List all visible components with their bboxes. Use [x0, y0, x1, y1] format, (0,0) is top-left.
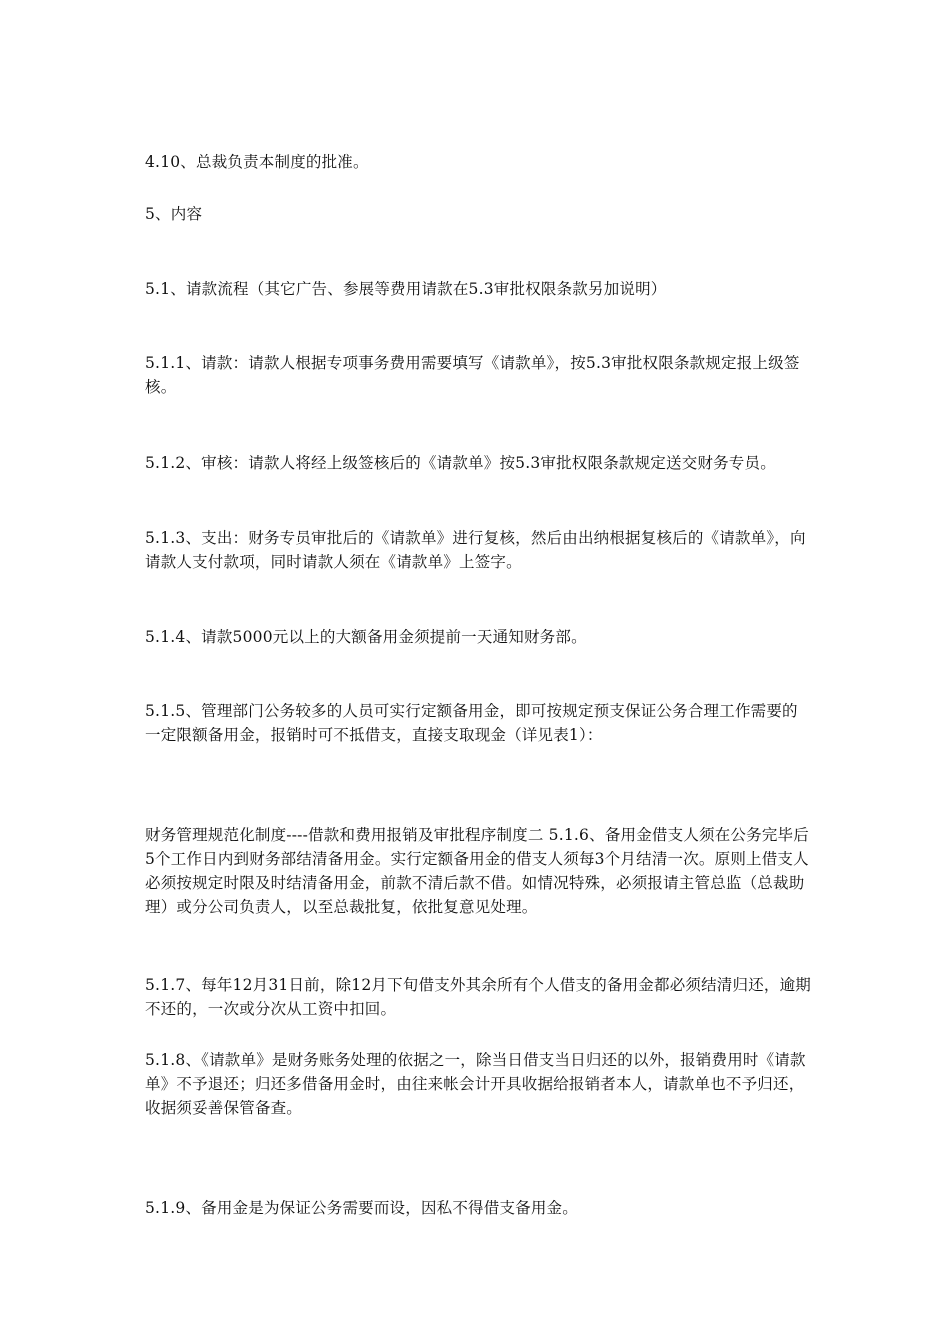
clause-5-1-3: 5.1.3、支出：财务专员审批后的《请款单》进行复核，然后由出纳根据复核后的《请款单》，向请款人支付款项，同时请款人须在《请款单》上签字。 — [145, 529, 806, 571]
clause-5-1-5: 5.1.5、管理部门公务较多的人员可实行定额备用金，即可按规定预支保证公务合理工作需要的一定限额备用金，报销时可不抵借支，直接支取现金（详见表1）： — [145, 702, 798, 744]
clause-4-10: 4.10、总裁负责本制度的批准。 — [145, 153, 369, 171]
clause-5-1-4: 5.1.4、请款5000元以上的大额备用金须提前一天通知财务部。 — [145, 628, 587, 646]
clause-5-1: 5.1、请款流程（其它广告、参展等费用请款在5.3审批权限条款另加说明） — [145, 280, 667, 298]
clause-5-1-6: 财务管理规范化制度----借款和费用报销及审批程序制度二 5.1.6、备用金借支人须在公务完毕后5个工作日内到财务部结清备用金。实行定额备用金的借支人须每3个月结清一次。原则上借支人必须按规定时限及时结清备用金，前款不清后款不借。如情况特殊，必须报请主管总监（总裁助理）或分公司负责人，以至总裁批复，依批复意见处理。 — [145, 826, 809, 916]
clause-5-1-1: 5.1.1、请款：请款人根据专项事务费用需要填写《请款单》，按5.3审批权限条款规定报上级签核。 — [145, 354, 800, 396]
section-5-heading: 5、内容 — [145, 205, 203, 223]
clause-5-1-8: 5.1.8、《请款单》是财务账务处理的依据之一，除当日借支当日归还的以外，报销费用时《请款单》不予退还；归还多借备用金时，由往来帐会计开具收据给报销者本人，请款单也不予归还，收据须妥善保管备查。 — [145, 1051, 806, 1117]
clause-5-1-9: 5.1.9、备用金是为保证公务需要而设，因私不得借支备用金。 — [145, 1199, 578, 1217]
clause-5-1-2: 5.1.2、审核：请款人将经上级签核后的《请款单》按5.3审批权限条款规定送交财务专员。 — [145, 454, 776, 472]
clause-5-1-7: 5.1.7、每年12月31日前，除12月下旬借支外其余所有个人借支的备用金都必须结清归还，逾期不还的，一次或分次从工资中扣回。 — [145, 976, 812, 1018]
